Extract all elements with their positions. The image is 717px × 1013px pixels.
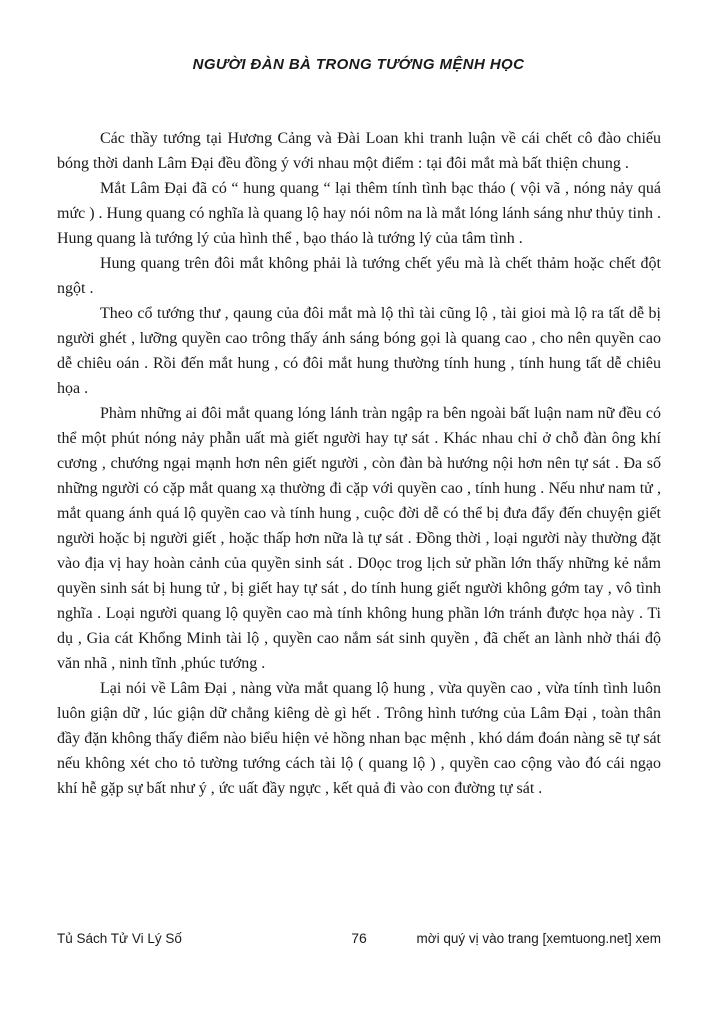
paragraph: Lại nói về Lâm Đại , nàng vừa mắt quang lộ hung , vừa quyền cao , vừa tính tình luôn luôn giận dữ , lúc giận dữ chẳng kiêng dè gì hết . Trông hình tướng của Lâm Đại , toàn thân đầy đặn không thấy điểm nào biểu hiện vẻ hồng nhan bạc mệnh , khó dám đoán nàng sẽ tự sát nếu không xét cho tỏ tường tướng cách tài lộ ( quang lộ ) , quyền cao cộng vào đó cái ngạo khí hễ gặp sự bất như ý , ức uất đầy ngực , kết quả đi vào con đường tự sát .	[57, 680, 661, 797]
footer-site-note: mời quý vị vào trang [xemtuong.net] xem	[416, 931, 662, 946]
paragraph: Các thầy tướng tại Hương Cảng và Đài Loan khi tranh luận về cái chết cô đào chiếu bóng thời danh Lâm Đại đều đồng ý với nhau một điểm : tại đôi mắt mà bất thiện chung .	[57, 130, 661, 172]
paragraph: Theo cổ tướng thư , qaung của đôi mắt mà lộ thì tài cũng lộ , tài gioi mà lộ ra tất dễ bị người ghét , lưỡng quyền cao trông thấy ánh sáng bóng gọi là quang cao , cho nên quyền cao dễ chiêu oán . Rồi đến mắt hung , có đôi mắt hung thường tính hung , tính hung tất dễ chiêu họa .	[57, 305, 661, 397]
body-text	[57, 126, 661, 801]
page-footer	[57, 930, 661, 946]
paragraph: Mắt Lâm Đại đã có “ hung quang “ lại thêm tính tình bạc tháo ( vội vã , nóng nảy quá mức ) . Hung quang có nghĩa là quang lộ hay nói nôm na là mắt lóng lánh sáng như thủy tinh . Hung quang là tướng lý của hình thể , bạo tháo là tướng lý của tâm tình .	[57, 180, 661, 247]
paragraph: Hung quang trên đôi mắt không phải là tướng chết yểu mà là chết thảm hoặc chết đột ngột .	[57, 255, 661, 297]
paragraph: Phàm những ai đôi mắt quang lóng lánh tràn ngập ra bên ngoài bất luận nam nữ đều có thể một phút nóng nảy phẫn uất mà giết người hay tự sát . Khác nhau chỉ ở chỗ đàn ông khí cương , chướng ngại mạnh hơn nên giết người , còn đàn bà hướng nội hơn nên tự sát . Đa số những người có cặp mắt quang xạ thường đi cặp với quyền cao , tính hung . Nếu như nam tử , mắt quang ánh quá lộ quyền cao và tính hung , cuộc đời dễ có thể bị đưa đẩy đến chuyện giết người hoặc bị người giết , hoặc thấp hơn nữa là tự sát . Đồng thời , loại người này thường đặt vào địa vị hay hoàn cảnh của quyền sinh sát . D0ọc trog lịch sử phần lớn thấy những kẻ nắm quyền sinh sát bị hung tử , bị giết hay tự sát , do tính hung giết người không gớm tay , vô tình nghĩa . Loại người quang lộ quyền cao mà tính không hung phần lớn tránh được họa này . Ti dụ , Gia cát Khổng Minh tài lộ , quyền cao nắm sát sinh quyền , đã chết an lành nhờ thái độ văn nhã , ninh tĩnh ,phúc tướng .	[57, 405, 661, 672]
page-title: NGƯỜI ĐÀN BÀ TRONG TƯỚNG MỆNH HỌC	[192, 56, 525, 73]
footer-page-number: 76	[351, 930, 367, 946]
footer-series-title: Tủ Sách Tử Vi Lý Số	[57, 931, 182, 946]
